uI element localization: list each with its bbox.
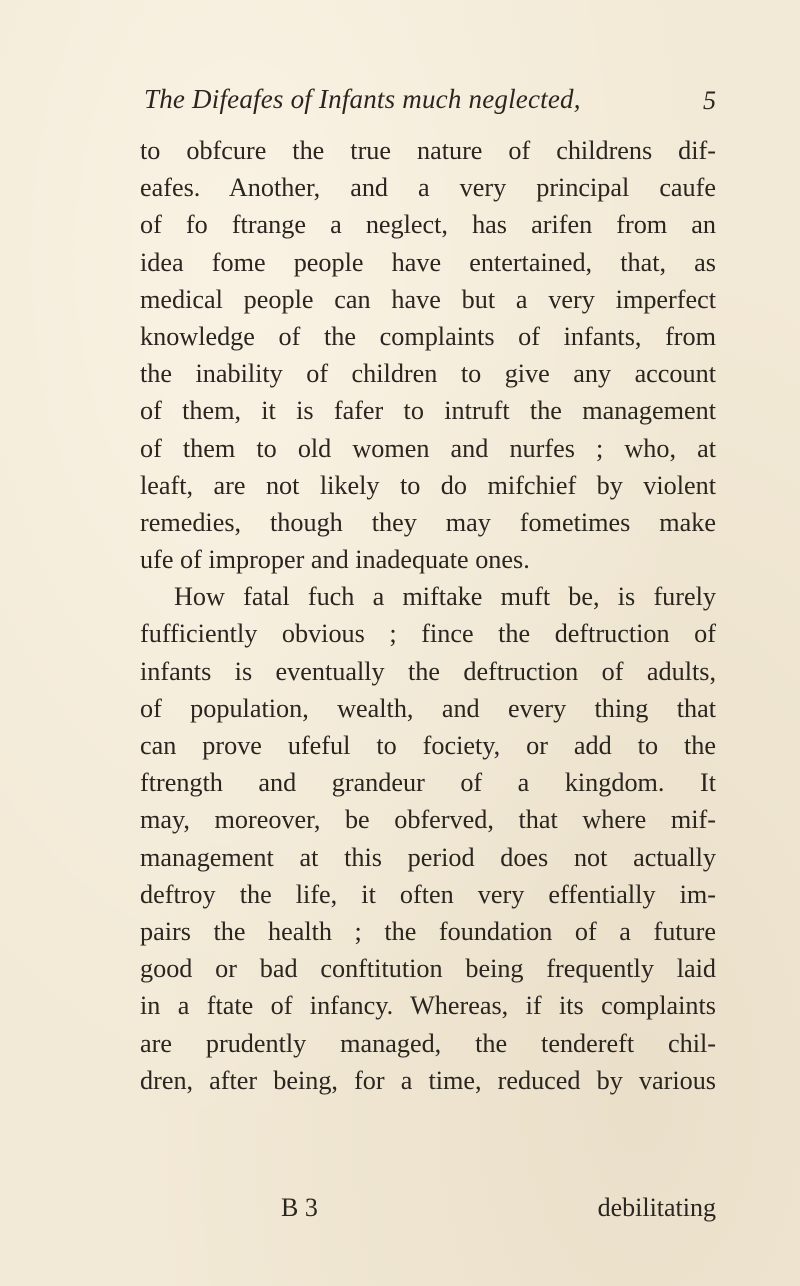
- running-title: The Difeafes of Infants much neglected,: [144, 84, 581, 114]
- page-header: [144, 84, 716, 124]
- text-line: fufficiently obvious ; fince the deftruction of: [140, 619, 716, 649]
- text-line: pairs the health ; the foundation of a future: [140, 916, 716, 946]
- catchword: debilitating: [597, 1193, 716, 1222]
- text-line: the inability of children to give any account: [140, 359, 716, 389]
- text-line: deftroy the life, it often very effentially im-: [140, 879, 716, 909]
- text-line: of fo ftrange a neglect, has arifen from an: [140, 210, 716, 240]
- text-line: may, moreover, be obferved, that where mif-: [140, 805, 716, 835]
- text-line: are prudently managed, the tendereft chil-: [140, 1028, 716, 1058]
- text-line: of them, it is fafer to intruft the management: [140, 396, 716, 426]
- text-line: good or bad conftitution being frequently laid: [140, 954, 716, 984]
- paragraph-start-line: How fatal fuch a miftake muft be, is furely: [174, 582, 716, 612]
- text-line: idea fome people have entertained, that, as: [140, 247, 716, 277]
- body-text: [140, 132, 716, 1099]
- text-line: of population, wealth, and every thing that: [140, 693, 716, 723]
- text-line: medical people can have but a very imperfect: [140, 284, 716, 314]
- paragraph-end-line: ufe of improper and inadequate ones.: [140, 545, 530, 575]
- text-line: leaft, are not likely to do mifchief by violent: [140, 470, 716, 500]
- text-line: eafes. Another, and a very principal caufe: [140, 173, 716, 203]
- text-line: can prove ufeful to fociety, or add to the: [140, 731, 716, 760]
- text-line: to obfcure the true nature of childrens dif-: [140, 136, 716, 165]
- page-number: 5: [703, 86, 716, 115]
- text-line: remedies, though they may fometimes make: [140, 507, 716, 537]
- text-line: knowledge of the complaints of infants, from: [140, 321, 716, 351]
- signature-mark: B 3: [281, 1193, 318, 1222]
- text-line: in a ftate of infancy. Whereas, if its complaints: [140, 991, 716, 1021]
- text-line: of them to old women and nurfes ; who, at: [140, 433, 716, 463]
- text-line: infants is eventually the deftruction of adults,: [140, 656, 716, 686]
- text-line: dren, after being, for a time, reduced by various: [140, 1065, 716, 1095]
- text-line: management at this period does not actually: [140, 842, 716, 872]
- text-line: ftrength and grandeur of a kingdom. It: [140, 768, 716, 798]
